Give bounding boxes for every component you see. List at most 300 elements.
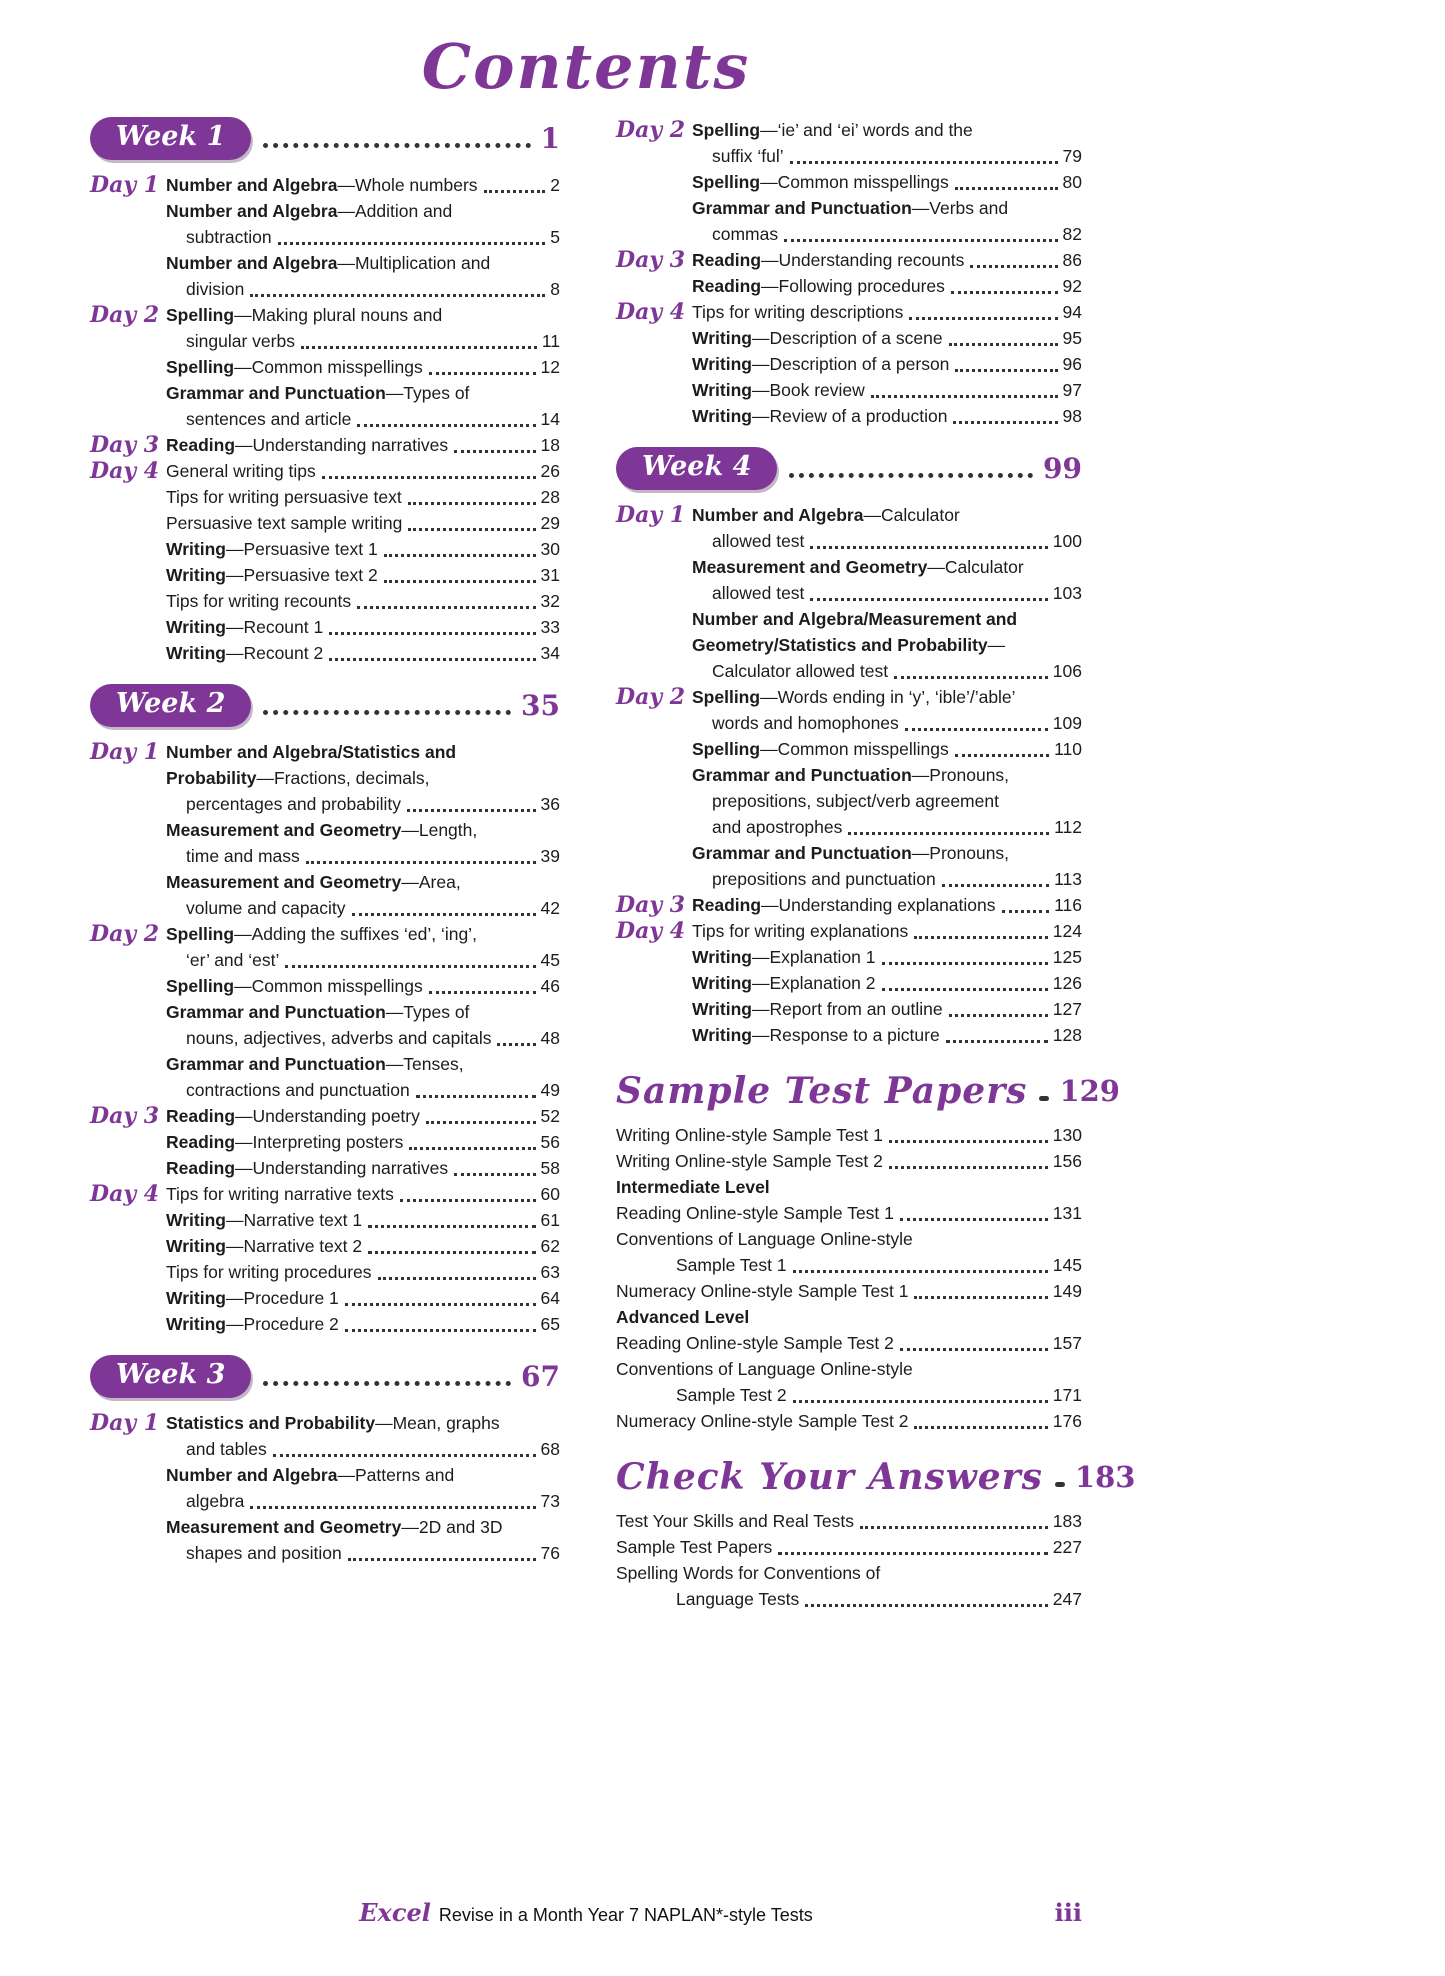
- dot-leader: [368, 1251, 535, 1254]
- dot-leader: [793, 1270, 1048, 1273]
- week-page-number: 99: [1043, 452, 1082, 485]
- dot-leader: [348, 1558, 536, 1561]
- entry-line: [692, 1022, 1082, 1048]
- entry-page-number: 116: [1054, 895, 1082, 915]
- dot-leader: [263, 1381, 511, 1386]
- day-entries: [692, 892, 1082, 918]
- week-badge: Week 3: [90, 1355, 251, 1398]
- entry-page-number: 131: [1052, 1203, 1082, 1223]
- entry-text: —Verbs and: [911, 198, 1009, 218]
- toc-entry: [166, 1051, 560, 1103]
- dot-leader: [778, 1552, 1048, 1555]
- entry-text: Sample Test Papers: [616, 1537, 773, 1557]
- dot-leader: [955, 754, 1049, 757]
- day-label: Day 1: [90, 739, 160, 765]
- entry-line: [166, 869, 560, 895]
- dot-leader: [889, 1166, 1048, 1169]
- entry-text: —Review of a production: [751, 406, 948, 426]
- entry-text: —2D and 3D: [401, 1517, 503, 1537]
- entry-page-number: 103: [1052, 583, 1082, 603]
- entry-text: —Common misspellings: [760, 172, 949, 192]
- entry-line: [166, 198, 560, 224]
- entry-line: [166, 1488, 560, 1514]
- entry-page-number: 8: [550, 279, 560, 299]
- entry-category: Writing: [692, 406, 752, 426]
- entry-line: [616, 1508, 1082, 1534]
- entry-line: [616, 1330, 1082, 1356]
- entry-text: —Understanding narratives: [235, 435, 449, 455]
- section-page-number: 183: [1074, 1460, 1136, 1494]
- entry-line: [166, 1311, 560, 1337]
- entry-category: Measurement and Geometry: [166, 872, 402, 892]
- entry-line: [692, 710, 1082, 736]
- dot-leader: [1039, 1096, 1049, 1101]
- page-title: Contents: [421, 30, 751, 103]
- dot-leader: [1002, 910, 1050, 913]
- entry-line: [166, 1285, 560, 1311]
- entry-text: —Fractions, decimals,: [256, 768, 430, 788]
- entry-line: [616, 1122, 1082, 1148]
- toc-entry: [166, 536, 560, 562]
- toc-entry: [692, 299, 1082, 325]
- dot-leader: [407, 809, 536, 812]
- entry-line: [166, 921, 560, 947]
- day-entries: [692, 117, 1082, 247]
- entry-line: [166, 536, 560, 562]
- entry-category: Writing: [166, 1236, 226, 1256]
- dot-leader: [357, 606, 535, 609]
- entry-line: [692, 736, 1082, 762]
- toc-entry: [166, 1285, 560, 1311]
- dot-leader: [278, 242, 546, 245]
- dot-leader: [285, 965, 535, 968]
- toc-entry: [692, 684, 1082, 736]
- entry-category: Spelling: [166, 924, 235, 944]
- entry-page-number: 227: [1052, 1537, 1082, 1557]
- dot-leader: [384, 554, 536, 557]
- toc-entry: [166, 1129, 560, 1155]
- entry-category: Spelling: [692, 739, 761, 759]
- entry-line: [166, 999, 560, 1025]
- entry-text: algebra: [186, 1491, 245, 1511]
- entry-page-number: 64: [540, 1288, 560, 1308]
- entry-category: Statistics and Probability: [166, 1413, 376, 1433]
- day-group: [90, 302, 560, 432]
- entry-line: [166, 1410, 560, 1436]
- day-group: [90, 739, 560, 921]
- toc-entry: [616, 1174, 1082, 1200]
- entry-category: Grammar and Punctuation: [692, 843, 912, 863]
- entry-line: [166, 765, 560, 791]
- entry-page-number: 100: [1052, 531, 1082, 551]
- entry-page-number: 124: [1052, 921, 1082, 941]
- entry-line: [692, 762, 1082, 788]
- toc-entry: [616, 1508, 1082, 1534]
- entry-line: [166, 614, 560, 640]
- entry-text: —Understanding narratives: [235, 1158, 449, 1178]
- toc-entry: [166, 380, 560, 432]
- page-footer: [90, 1898, 1082, 1927]
- dot-leader: [860, 1526, 1048, 1529]
- entry-line: [616, 1278, 1082, 1304]
- entry-line: [166, 843, 560, 869]
- day-entries: [166, 432, 560, 458]
- entry-text: Test Your Skills and Real Tests: [616, 1511, 855, 1531]
- entry-category: Writing: [166, 539, 226, 559]
- entry-line: [692, 299, 1082, 325]
- entry-line: [166, 1207, 560, 1233]
- entry-page-number: 56: [540, 1132, 560, 1152]
- toc-entry: [166, 354, 560, 380]
- section-title: Sample Test Papers: [616, 1070, 1028, 1112]
- entry-text: —Recount 1: [225, 617, 324, 637]
- section-page-number: 129: [1059, 1074, 1120, 1108]
- entry-text: Writing Online-style Sample Test 1: [616, 1125, 883, 1145]
- entry-line: [166, 1103, 560, 1129]
- entry-text: Tips for writing procedures: [166, 1262, 372, 1282]
- entry-page-number: 65: [540, 1314, 560, 1334]
- entry-text: —Types of: [385, 1002, 470, 1022]
- dot-leader: [426, 1121, 536, 1124]
- dot-leader: [848, 832, 1049, 835]
- week-badge: Week 4: [616, 447, 777, 490]
- toc-entry: [166, 510, 560, 536]
- day-group: [616, 247, 1082, 299]
- entry-text: —Recount 2: [225, 643, 324, 663]
- toc-entry: [166, 1103, 560, 1129]
- toc-entry: [166, 1155, 560, 1181]
- entry-line: [166, 276, 560, 302]
- entry-category: Writing: [166, 1210, 226, 1230]
- entry-page-number: 183: [1052, 1511, 1082, 1531]
- entry-category: Number and Algebra: [166, 1465, 338, 1485]
- entry-page-number: 18: [540, 435, 560, 455]
- entry-text: subtraction: [186, 227, 272, 247]
- entry-page-number: 79: [1062, 146, 1082, 166]
- day-group: [90, 921, 560, 1103]
- entry-text: singular verbs: [186, 331, 295, 351]
- entry-text: —Interpreting posters: [235, 1132, 404, 1152]
- day-entries: [166, 1410, 560, 1566]
- entry-category: Writing: [692, 354, 752, 374]
- entry-page-number: 68: [540, 1439, 560, 1459]
- day-entries: [692, 502, 1082, 684]
- entry-text: contractions and punctuation: [186, 1080, 410, 1100]
- day-group: [616, 299, 1082, 429]
- entry-text: shapes and position: [186, 1543, 342, 1563]
- entry-category: Writing: [692, 380, 752, 400]
- entry-text: —Multiplication and: [337, 253, 491, 273]
- entry-line: [166, 588, 560, 614]
- entry-line: [166, 224, 560, 250]
- entry-line: [166, 1233, 560, 1259]
- dot-leader: [416, 1095, 536, 1098]
- entry-line: [692, 325, 1082, 351]
- entry-line: [166, 1181, 560, 1207]
- section-header: [616, 1070, 1120, 1112]
- entry-category: Grammar and Punctuation: [166, 1002, 386, 1022]
- entry-category: Grammar and Punctuation: [692, 198, 912, 218]
- entry-category: Reading: [166, 1106, 236, 1126]
- entry-text: volume and capacity: [186, 898, 346, 918]
- entry-page-number: 92: [1062, 276, 1082, 296]
- dot-leader: [250, 1506, 535, 1509]
- entry-line: [166, 1051, 560, 1077]
- dot-leader: [408, 528, 535, 531]
- entry-page-number: 39: [540, 846, 560, 866]
- entry-page-number: 33: [540, 617, 560, 637]
- entry-page-number: 46: [540, 976, 560, 996]
- entry-line: [166, 510, 560, 536]
- entry-text: and tables: [186, 1439, 267, 1459]
- toc-entry: [692, 918, 1082, 944]
- toc-entry: [616, 1278, 1082, 1304]
- entry-category: Number and Algebra: [166, 253, 338, 273]
- dot-leader: [805, 1604, 1048, 1607]
- entry-page-number: 86: [1062, 250, 1082, 270]
- dot-leader: [429, 372, 536, 375]
- entry-category: Spelling: [692, 687, 761, 707]
- entry-text: allowed test: [712, 583, 805, 603]
- day-label: Day 4: [90, 458, 160, 484]
- day-group: [90, 172, 560, 302]
- toc-entry: [166, 562, 560, 588]
- day-group: [616, 918, 1082, 1048]
- entry-text: Conventions of Language Online-style: [616, 1359, 913, 1379]
- entry-text: —Addition and: [337, 201, 453, 221]
- entry-page-number: 36: [540, 794, 560, 814]
- day-entries: [166, 302, 560, 432]
- entry-page-number: 28: [540, 487, 560, 507]
- toc-entry: [616, 1330, 1082, 1356]
- day-group: [90, 1410, 560, 1566]
- entry-line: [692, 169, 1082, 195]
- entry-line: [692, 273, 1082, 299]
- entry-text: Language Tests: [676, 1589, 800, 1609]
- entry-category: Spelling: [166, 976, 235, 996]
- entry-page-number: 96: [1062, 354, 1082, 374]
- toc-entry: [166, 302, 560, 354]
- entry-line: [616, 1586, 1082, 1612]
- entry-category: Geometry/Statistics and Probability: [692, 635, 988, 655]
- entry-text: —Common misspellings: [234, 357, 423, 377]
- entry-line: [166, 328, 560, 354]
- entry-page-number: 26: [540, 461, 560, 481]
- entry-page-number: 2: [550, 175, 560, 195]
- entry-page-number: 94: [1062, 302, 1082, 322]
- entry-line: [692, 502, 1082, 528]
- toc-entry: [166, 458, 560, 484]
- entry-line: [692, 221, 1082, 247]
- entry-text: nouns, adjectives, adverbs and capitals: [186, 1028, 492, 1048]
- entry-text: commas: [712, 224, 779, 244]
- entry-line: [692, 117, 1082, 143]
- toc-entry: [616, 1304, 1082, 1330]
- entry-line: [692, 554, 1082, 580]
- entry-text: —Response to a picture: [751, 1025, 940, 1045]
- entry-category: Reading: [692, 250, 762, 270]
- entry-text: —Common misspellings: [234, 976, 423, 996]
- entry-text: Sample Test 1: [676, 1255, 787, 1275]
- entry-text: Reading Online-style Sample Test 1: [616, 1203, 894, 1223]
- dot-leader: [894, 676, 1048, 679]
- entry-page-number: 156: [1052, 1151, 1082, 1171]
- entry-page-number: 82: [1062, 224, 1082, 244]
- entry-category: Reading: [166, 1158, 236, 1178]
- entry-page-number: 125: [1052, 947, 1082, 967]
- entry-line: [166, 484, 560, 510]
- toc-entry: [166, 1514, 560, 1566]
- toc-entry: [166, 1462, 560, 1514]
- entry-line: [166, 947, 560, 973]
- day-group: [616, 117, 1082, 247]
- toc-entry: [692, 1022, 1082, 1048]
- entry-page-number: 12: [540, 357, 560, 377]
- week-badge: Week 2: [90, 684, 251, 727]
- day-group: [90, 1103, 560, 1181]
- entry-line: [616, 1356, 1082, 1382]
- dot-leader: [484, 190, 546, 193]
- entry-text: —Report from an outline: [751, 999, 943, 1019]
- week-header: [90, 1355, 560, 1398]
- toc-entry: [692, 377, 1082, 403]
- entry-category: Number and Algebra: [692, 505, 864, 525]
- toc-entry: [166, 588, 560, 614]
- toc-entry: [616, 1408, 1082, 1434]
- entry-page-number: 80: [1062, 172, 1082, 192]
- entry-text: —Description of a person: [751, 354, 950, 374]
- entry-line: [166, 1436, 560, 1462]
- toc-entry: [692, 736, 1082, 762]
- dot-leader: [329, 632, 535, 635]
- toc-entry: [616, 1356, 1082, 1408]
- day-entries: [692, 684, 1082, 892]
- entry-text: —Understanding explanations: [761, 895, 996, 915]
- entry-page-number: 128: [1052, 1025, 1082, 1045]
- entry-text: —Types of: [385, 383, 470, 403]
- entry-page-number: 127: [1052, 999, 1082, 1019]
- dot-leader: [909, 317, 1057, 320]
- entry-category: Writing: [692, 1025, 752, 1045]
- section-entries: [616, 1122, 1082, 1434]
- entry-line: [166, 1259, 560, 1285]
- week-badge: Week 1: [90, 117, 251, 160]
- dot-leader: [497, 1043, 535, 1046]
- entry-line: [692, 632, 1082, 658]
- dot-leader: [345, 1303, 536, 1306]
- entry-line: [166, 973, 560, 999]
- toc-entry: [166, 1181, 560, 1207]
- entry-category: Reading: [166, 1132, 236, 1152]
- entry-category: Writing: [692, 999, 752, 1019]
- entry-category: Writing: [166, 1288, 226, 1308]
- dot-leader: [949, 343, 1058, 346]
- day-entries: [166, 739, 560, 921]
- entry-line: [616, 1560, 1082, 1586]
- entry-text: —Persuasive text 1: [225, 539, 378, 559]
- day-entries: [692, 918, 1082, 1048]
- toc-entry: [616, 1534, 1082, 1560]
- entry-line: [166, 172, 560, 198]
- toc-column-left: [90, 117, 560, 1612]
- entry-category: Grammar and Punctuation: [166, 383, 386, 403]
- entry-line: [166, 354, 560, 380]
- entry-line: [616, 1408, 1082, 1434]
- toc-entry: [166, 1410, 560, 1462]
- entry-text: Numeracy Online-style Sample Test 1: [616, 1281, 909, 1301]
- dot-leader: [400, 1199, 536, 1202]
- entry-line: [166, 640, 560, 666]
- entry-text: —Whole numbers: [337, 175, 478, 195]
- entry-line: [166, 1514, 560, 1540]
- entry-line: [692, 403, 1082, 429]
- entry-text: Calculator allowed test: [712, 661, 889, 681]
- entry-page-number: 95: [1062, 328, 1082, 348]
- footer-line: [90, 1898, 1082, 1927]
- toc-entry: [692, 169, 1082, 195]
- entry-page-number: 52: [540, 1106, 560, 1126]
- entry-text: Persuasive text sample writing: [166, 513, 403, 533]
- entry-line: [692, 580, 1082, 606]
- day-group: [616, 684, 1082, 892]
- entry-text: Writing Online-style Sample Test 2: [616, 1151, 883, 1171]
- entry-line: [692, 892, 1082, 918]
- entry-text: prepositions and punctuation: [712, 869, 936, 889]
- entry-page-number: 32: [540, 591, 560, 611]
- week-header: [90, 117, 560, 160]
- entry-text: —: [987, 635, 1006, 655]
- section-header: [616, 1456, 1136, 1498]
- day-label: Day 1: [90, 1410, 160, 1436]
- dot-leader: [408, 502, 536, 505]
- day-label: Day 3: [90, 432, 160, 458]
- toc-entry: [166, 739, 560, 817]
- dot-leader: [871, 395, 1058, 398]
- entry-line: [692, 247, 1082, 273]
- day-label: Day 2: [616, 684, 686, 710]
- entry-text: —Description of a scene: [751, 328, 943, 348]
- entry-page-number: 126: [1052, 973, 1082, 993]
- entry-page-number: 112: [1054, 817, 1082, 837]
- footer-text: Revise in a Month Year 7 NAPLAN*-style Tests: [438, 1905, 813, 1925]
- entry-text: prepositions, subject/verb agreement: [712, 791, 999, 811]
- dot-leader: [942, 884, 1049, 887]
- dot-leader: [810, 598, 1047, 601]
- entry-line: [692, 143, 1082, 169]
- toc-entry: [616, 1226, 1082, 1278]
- day-entries: [166, 172, 560, 302]
- entry-category: Number and Algebra/Statistics and: [166, 742, 457, 762]
- dot-leader: [409, 1147, 535, 1150]
- entry-category: Spelling: [166, 357, 235, 377]
- dot-leader: [454, 450, 535, 453]
- toc-entry: [166, 614, 560, 640]
- entry-line: [616, 1382, 1082, 1408]
- entry-line: [692, 866, 1082, 892]
- toc-entry: [692, 351, 1082, 377]
- entry-text: Numeracy Online-style Sample Test 2: [616, 1411, 909, 1431]
- dot-leader: [329, 658, 535, 661]
- toc-entry: [166, 432, 560, 458]
- entry-category: Writing: [166, 1314, 226, 1334]
- entry-line: [166, 1077, 560, 1103]
- entry-text: —Words ending in ‘y’, ‘ible’/’able’: [760, 687, 1016, 707]
- entry-text: Tips for writing persuasive text: [166, 487, 402, 507]
- dot-leader: [378, 1277, 536, 1280]
- toc-entry: [692, 554, 1082, 606]
- entry-category: Spelling: [692, 172, 761, 192]
- dot-leader: [352, 913, 536, 916]
